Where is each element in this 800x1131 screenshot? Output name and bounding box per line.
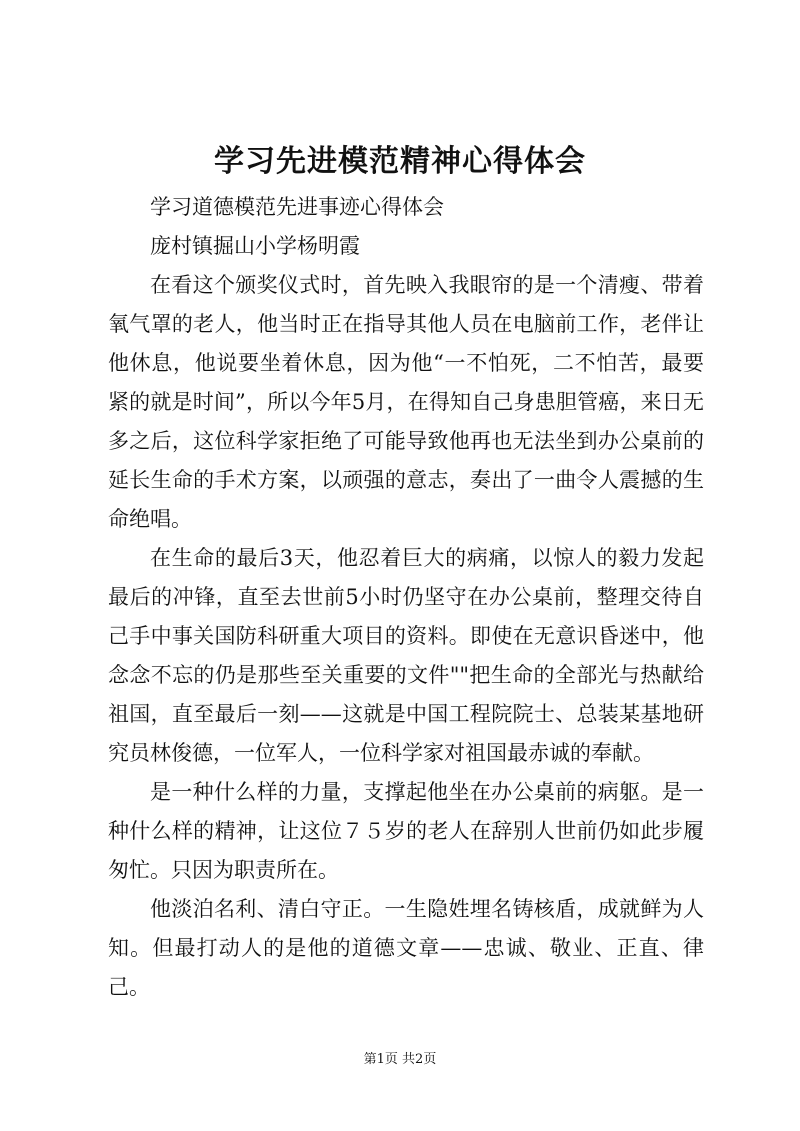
author-paragraph: 庞村镇掘山小学杨明霞 bbox=[150, 234, 360, 258]
body-paragraph: 在看这个颁奖仪式时，首先映入我眼帘的是一个清瘦、带着氧气罩的老人，他当时正在指导其他人员在电脑前工作，老伴让他休息，他说要坐着休息，因为他“一不怕死，二不怕苦，最要紧的就是时间”，所以今年5月，在得知自己身患胆管癌，来日无多之后，这位科学家拒绝了可能导致他再也无法坐到办公桌前的延长生命的手术方案，以顽强的意志，奏出了一曲令人震撼的生命绝唱。 bbox=[108, 273, 704, 531]
document-title: 学习先进模范精神心得体会 bbox=[214, 144, 586, 179]
body-paragraph: 在生命的最后3天，他忍着巨大的病痛，以惊人的毅力发起最后的冲锋，直至去世前5小时仍坚守在办公桌前，整理交待自己手中事关国防科研重大项目的资料。即使在无意识昏迷中，他念念不忘的仍是那些至关重要的文件""把生命的全部光与热献给祖国，直至最后一刻——这就是中国工程院院士、总装某基地研究员林俊德，一位军人，一位科学家对祖国最赤诚的奉献。 bbox=[108, 546, 704, 765]
page-footer: 第1页 共2页 bbox=[363, 1052, 437, 1067]
body-paragraph: 他淡泊名利、清白守正。一生隐姓埋名铸核盾，成就鲜为人知。但最打动人的是他的道德文章——忠诚、敬业、正直、律己。 bbox=[108, 897, 704, 999]
body-paragraph: 是一种什么样的力量，支撑起他坐在办公桌前的病躯。是一种什么样的精神，让这位７５岁的老人在辞别人世前仍如此步履匆忙。只因为职责所在。 bbox=[108, 780, 704, 882]
document-body bbox=[108, 188, 704, 1007]
subtitle-paragraph: 学习道德模范先进事迹心得体会 bbox=[150, 195, 444, 219]
